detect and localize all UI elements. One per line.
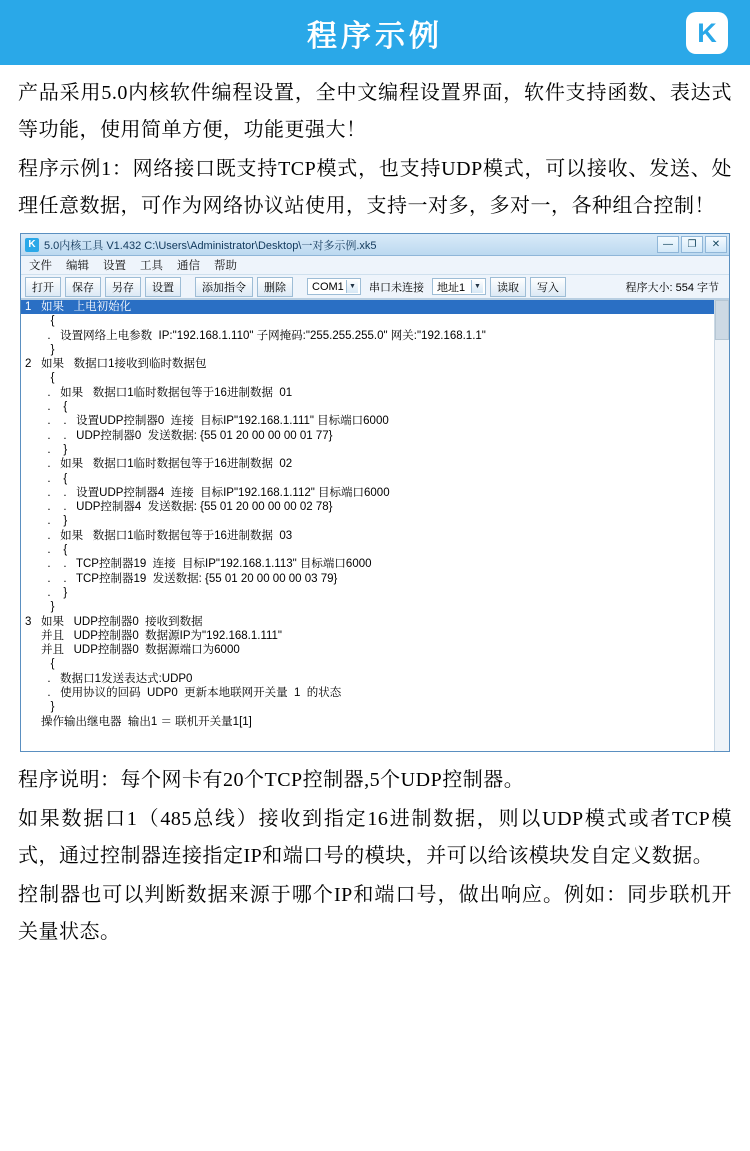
code-line-text: . {	[41, 401, 68, 414]
page-title: 程序示例	[307, 19, 443, 53]
code-line[interactable]	[21, 643, 729, 657]
notes-section	[0, 762, 750, 967]
code-scrollbar[interactable]	[714, 300, 729, 751]
code-line[interactable]	[21, 386, 729, 400]
code-line[interactable]	[21, 472, 729, 486]
code-line[interactable]	[21, 514, 729, 528]
add-instruction-button[interactable]: 添加指令	[195, 277, 253, 297]
code-line[interactable]	[21, 572, 729, 586]
intro-paragraph-2: 程序示例1：网络接口既支持TCP模式，也支持UDP模式，可以接收、发送、处理任意数据，可作为网络协议站使用，支持一对多，多对一，各种组合控制！	[18, 158, 732, 217]
device-address-select[interactable]	[432, 278, 486, 295]
code-line-text: 如果 上电初始化	[41, 301, 132, 313]
code-line-text: 并且 UDP控制器0 数据源端口为6000	[41, 644, 240, 657]
code-line-text: . . 设置UDP控制器4 连接 目标IP"192.168.1.112" 目标端口6000	[41, 486, 390, 499]
code-line[interactable]	[21, 414, 729, 428]
code-line[interactable]	[21, 486, 729, 500]
code-line[interactable]	[21, 672, 729, 686]
com-port-select[interactable]	[307, 278, 361, 295]
maximize-button[interactable]: ❐	[681, 236, 703, 253]
menu-item-help[interactable]: 帮助	[214, 260, 237, 272]
save-button[interactable]: 保存	[65, 277, 101, 297]
close-button[interactable]: ✕	[705, 236, 727, 253]
code-line-text: {	[41, 315, 55, 328]
code-line-number: 1	[25, 301, 32, 313]
code-line[interactable]	[21, 371, 729, 385]
window-controls	[657, 236, 727, 253]
brand-logo-icon	[686, 12, 728, 54]
code-line-text: . 使用协议的回码 UDP0 更新本地联网开关量 1 的状态	[41, 687, 342, 700]
code-line-text: 如果 UDP控制器0 接收到数据	[41, 615, 203, 628]
menu-bar	[21, 256, 729, 275]
code-line-text: }	[41, 601, 55, 614]
code-line-text: . 数据口1发送表达式:UDP0	[41, 672, 193, 685]
code-line[interactable]	[21, 715, 729, 729]
code-line[interactable]	[21, 615, 729, 629]
code-line-text: . . UDP控制器0 发送数据: {55 01 20 00 00 00 01 77}	[41, 429, 333, 442]
code-line-text: . . TCP控制器19 发送数据: {55 01 20 00 00 00 03 79}	[41, 572, 338, 585]
toolbar	[21, 275, 729, 299]
code-line-text: . {	[41, 544, 68, 557]
code-line-text: . . 设置UDP控制器0 连接 目标IP"192.168.1.111" 目标端口6000	[41, 415, 389, 428]
notes-paragraph-1: 程序说明：每个网卡有20个TCP控制器,5个UDP控制器。	[18, 769, 525, 791]
code-line[interactable]	[21, 557, 729, 571]
code-editor[interactable]	[21, 299, 729, 751]
page-header	[0, 0, 750, 65]
code-line-text: {	[41, 658, 55, 671]
code-line[interactable]	[21, 400, 729, 414]
code-line-text: }	[41, 701, 55, 714]
code-line-text: . }	[41, 515, 68, 528]
code-line[interactable]	[21, 657, 729, 671]
code-line-text: . }	[41, 443, 68, 456]
chevron-down-icon: ▼	[471, 280, 483, 293]
code-line-text: {	[41, 372, 55, 385]
menu-item-file[interactable]: 文件	[29, 260, 52, 272]
code-line[interactable]	[21, 457, 729, 471]
settings-button[interactable]: 设置	[145, 277, 181, 297]
chevron-down-icon: ▼	[346, 280, 358, 293]
code-line-text: . 如果 数据口1临时数据包等于16进制数据 01	[41, 386, 293, 399]
open-button[interactable]: 打开	[25, 277, 61, 297]
code-line[interactable]	[21, 429, 729, 443]
intro-paragraph-1: 产品采用5.0内核软件编程设置，全中文编程设置界面，软件支持函数、表达式等功能，使用简单方便，功能更强大！	[18, 82, 732, 141]
code-line-list	[21, 300, 729, 729]
code-line-text: . . TCP控制器19 连接 目标IP"192.168.1.113" 目标端口6000	[41, 558, 372, 571]
intro-section	[0, 65, 750, 225]
write-button[interactable]: 写入	[530, 277, 566, 297]
window-title: 5.0内核工具 V1.432 C:\Users\Administrator\Desktop\一对多示例.xk5	[44, 239, 377, 252]
code-line[interactable]	[21, 686, 729, 700]
menu-item-tools[interactable]: 工具	[140, 260, 163, 272]
code-line[interactable]	[21, 343, 729, 357]
code-line-text: 如果 数据口1接收到临时数据包	[41, 358, 207, 371]
code-line-text: 并且 UDP控制器0 数据源IP为"192.168.1.111"	[41, 629, 283, 642]
app-icon: K	[25, 238, 39, 252]
code-line-text: . 设置网络上电参数 IP:"192.168.1.110" 子网掩码:"255.255.255.0" 网关:"192.168.1.1"	[41, 329, 486, 342]
brand-logo-letter: K	[697, 17, 717, 48]
connection-status: 串口未连接	[369, 281, 424, 294]
minimize-button[interactable]: —	[657, 236, 679, 253]
delete-button[interactable]: 删除	[257, 277, 293, 297]
code-line[interactable]	[21, 329, 729, 343]
code-line[interactable]	[21, 357, 729, 371]
notes-paragraph-2: 如果数据口1（485总线）接收到指定16进制数据，则以UDP模式或者TCP模式，通过控制器连接指定IP和端口号的模块，并可以给该模块发自定义数据。	[18, 808, 732, 867]
menu-item-communication[interactable]: 通信	[177, 260, 200, 272]
code-line-number: 3	[25, 615, 32, 628]
code-line[interactable]	[21, 443, 729, 457]
code-line[interactable]	[21, 586, 729, 600]
code-line-text: . 如果 数据口1临时数据包等于16进制数据 03	[41, 529, 293, 542]
com-port-value: COM1	[312, 280, 344, 293]
save-as-button[interactable]: 另存	[105, 277, 141, 297]
application-window	[20, 233, 730, 752]
code-line[interactable]	[21, 543, 729, 557]
code-line[interactable]	[21, 600, 729, 614]
program-size-label: 程序大小: 554 字节	[625, 281, 719, 294]
code-line[interactable]	[21, 500, 729, 514]
scrollbar-thumb[interactable]	[715, 300, 729, 340]
code-line-text: . 如果 数据口1临时数据包等于16进制数据 02	[41, 458, 293, 471]
code-line[interactable]	[21, 629, 729, 643]
code-line-text: . . UDP控制器4 发送数据: {55 01 20 00 00 00 02 78}	[41, 501, 333, 514]
code-line-text: 操作输出继电器 输出1 ＝ 联机开关量1[1]	[41, 715, 252, 728]
code-line-text: . {	[41, 472, 68, 485]
menu-item-settings[interactable]: 设置	[103, 260, 126, 272]
window-titlebar[interactable]	[21, 234, 729, 256]
code-line[interactable]	[21, 314, 729, 328]
read-button[interactable]: 读取	[490, 277, 526, 297]
code-line[interactable]	[21, 300, 729, 314]
code-line-text: }	[41, 343, 55, 356]
code-line-text: . }	[41, 586, 68, 599]
notes-paragraph-3: 控制器也可以判断数据来源于哪个IP和端口号，做出响应。例如：同步联机开关量状态。	[18, 884, 732, 943]
code-line[interactable]	[21, 700, 729, 714]
code-line[interactable]	[21, 529, 729, 543]
device-address-value: 地址1	[437, 281, 466, 294]
code-line-number: 2	[25, 358, 32, 371]
menu-item-edit[interactable]: 编辑	[66, 260, 89, 272]
